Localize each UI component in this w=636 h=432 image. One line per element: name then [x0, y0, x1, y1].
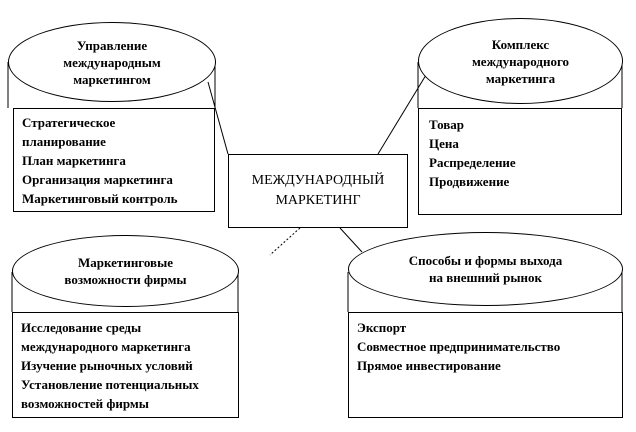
opportunities-item: Исследование среды — [21, 320, 142, 335]
complex-item: Цена — [429, 136, 459, 151]
opportunities-item: Установление потенциальных — [21, 377, 199, 392]
center-title-1: МЕЖДУНАРОДНЫЙ — [251, 173, 385, 188]
ellipse-entry-methods — [348, 232, 623, 306]
entry-item: Прямое инвестирование — [357, 358, 501, 373]
box-entry-methods — [348, 312, 623, 418]
complex-title-3: маркетинга — [485, 70, 556, 86]
complex-title-2: международного — [471, 53, 570, 69]
box-opportunities — [12, 312, 239, 418]
entry-title-2: на внешний рынок — [428, 270, 543, 285]
ellipse-complex — [418, 18, 623, 104]
management-title-2: международным — [63, 54, 161, 70]
center-box — [228, 154, 408, 228]
opportunities-item: международного маркетинга — [21, 339, 191, 354]
management-title-3: маркетингом — [73, 71, 151, 87]
complex-item: Товар — [429, 117, 465, 132]
center-title-2: МАРКЕТИНГ — [275, 193, 361, 208]
connector-bottom-right — [340, 228, 362, 252]
opportunities-item: возможностей фирмы — [21, 396, 149, 411]
ellipse-management — [8, 22, 216, 102]
complex-item: Распределение — [429, 155, 516, 170]
management-item: Маркетинговый контроль — [22, 191, 178, 206]
management-item: Стратегическое — [22, 115, 116, 130]
opportunities-item: Изучение рыночных условий — [21, 358, 193, 373]
opportunities-title-1: Маркетинговые — [78, 255, 173, 270]
management-item: планирование — [22, 134, 106, 149]
opportunities-title-2: возможности фирмы — [64, 272, 187, 287]
management-title-1: Управление — [76, 37, 148, 53]
entry-title-1: Способы и формы выхода — [408, 253, 563, 268]
complex-item: Продвижение — [429, 174, 510, 189]
box-complex — [418, 108, 622, 215]
ellipse-opportunities — [12, 235, 239, 307]
entry-item: Совместное предпринимательство — [357, 339, 561, 354]
management-item: План маркетинга — [22, 153, 126, 168]
entry-item: Экспорт — [357, 320, 407, 335]
management-item: Организация маркетинга — [22, 172, 173, 187]
complex-title-1: Комплекс — [491, 36, 550, 52]
box-management — [13, 108, 215, 212]
connector-bottom-left — [270, 228, 300, 255]
